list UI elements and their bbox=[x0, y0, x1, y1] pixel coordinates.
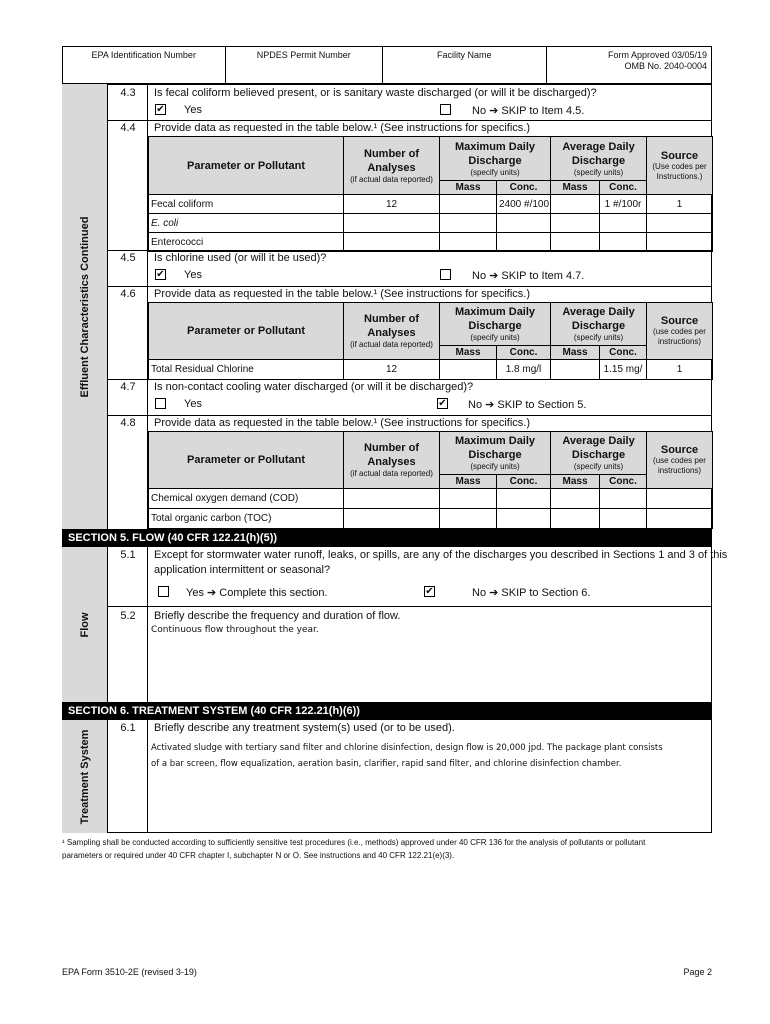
divider bbox=[108, 250, 712, 251]
source-cell[interactable]: 1 bbox=[647, 360, 713, 380]
label-4-7-yes: Yes bbox=[184, 398, 202, 410]
avg-conc-cell[interactable] bbox=[600, 214, 647, 233]
source-cell[interactable] bbox=[647, 489, 713, 509]
avg-daily-units: (specify units) bbox=[573, 333, 624, 342]
question-5-1-line1: Except for stormwater water runoff, leaks, or spills, are any of the discharges you described in Sections 1 and 3 of this bbox=[154, 549, 728, 561]
header-avg-conc: Conc. bbox=[600, 475, 647, 489]
checkbox-4-3-no[interactable] bbox=[440, 104, 451, 115]
table-4-8 bbox=[148, 431, 713, 529]
treatment-answer-line1[interactable]: Activated sludge with tertiary sand filter and chlorine disinfection, design flow is 20,000 jpd. The package plant consists bbox=[151, 743, 663, 753]
label-4-3-yes: Yes bbox=[184, 104, 202, 116]
avg-daily-title: Average Daily Discharge bbox=[562, 140, 635, 167]
form-number: EPA Form 3510-2E (revised 3-19) bbox=[62, 967, 197, 977]
side-flow bbox=[62, 547, 108, 702]
facility-field[interactable] bbox=[383, 47, 547, 83]
checkbox-4-7-yes[interactable] bbox=[155, 398, 166, 409]
param-cell: Total organic carbon (TOC) bbox=[149, 509, 344, 529]
header-num-analyses bbox=[344, 137, 440, 195]
header-avg-daily bbox=[551, 137, 647, 181]
max-conc-cell[interactable]: 1.8 mg/l bbox=[497, 360, 551, 380]
header-avg-conc: Conc. bbox=[600, 346, 647, 360]
header-parameter: Parameter or Pollutant bbox=[149, 303, 344, 360]
source-note: (Use codes per Instructions.) bbox=[652, 161, 707, 181]
header-avg-daily bbox=[551, 303, 647, 346]
avg-conc-cell[interactable] bbox=[600, 509, 647, 529]
avg-daily-title: Average Daily Discharge bbox=[562, 306, 635, 332]
header-avg-mass: Mass bbox=[551, 475, 600, 489]
header-max-conc: Conc. bbox=[497, 346, 551, 360]
side-label-flow: Flow bbox=[78, 611, 91, 638]
section-5-title: SECTION 5. FLOW (40 CFR 122.21(h)(5)) bbox=[62, 529, 712, 547]
avg-mass-cell[interactable] bbox=[551, 195, 600, 214]
form-approved-date: Form Approved 03/05/19 bbox=[607, 50, 708, 60]
label-4-5-yes: Yes bbox=[184, 269, 202, 281]
avg-mass-cell[interactable] bbox=[551, 233, 600, 252]
number-column bbox=[108, 84, 148, 529]
checkbox-4-3-yes[interactable]: ✔ bbox=[156, 104, 165, 115]
max-daily-title: Maximum Daily Discharge bbox=[454, 306, 536, 332]
facility-label: Facility Name bbox=[437, 50, 492, 60]
side-treatment bbox=[62, 720, 108, 833]
checkbox-4-5-no[interactable] bbox=[440, 269, 451, 280]
header-max-daily bbox=[440, 432, 551, 475]
checkbox-4-5-yes[interactable]: ✔ bbox=[156, 269, 165, 280]
footnote-line2: parameters or required under 40 CFR chapter I, subchapter N or O. See instructions and 40 CFR 122.21(e)(3). bbox=[62, 851, 455, 860]
label-5-1-no: No ➔ SKIP to Section 6. bbox=[472, 587, 591, 599]
omb-info bbox=[547, 47, 712, 83]
header-avg-mass: Mass bbox=[551, 181, 600, 195]
question-5-2: Briefly describe the frequency and duration of flow. bbox=[154, 610, 401, 622]
avg-mass-cell[interactable] bbox=[551, 509, 600, 529]
item-number: 5.2 bbox=[120, 610, 136, 622]
question-4-8: Provide data as requested in the table below.¹ (See instructions for specifics.) bbox=[154, 417, 531, 429]
item-number: 6.1 bbox=[120, 722, 136, 734]
divider bbox=[108, 286, 712, 287]
table-row bbox=[149, 489, 713, 509]
avg-daily-units: (specify units) bbox=[573, 167, 624, 177]
max-daily-units: (specify units) bbox=[470, 333, 520, 342]
num-analyses-note: (if actual data reported) bbox=[350, 469, 433, 478]
table-row bbox=[149, 195, 713, 214]
num-analyses-note: (if actual data reported) bbox=[350, 174, 433, 184]
number-column-treatment bbox=[108, 720, 148, 833]
param-cell: Chemical oxygen demand (COD) bbox=[149, 489, 344, 509]
max-mass-cell[interactable] bbox=[440, 195, 497, 214]
omb-number: OMB No. 2040-0004 bbox=[624, 61, 708, 71]
divider bbox=[108, 415, 712, 416]
question-4-4: Provide data as requested in the table below.¹ (See instructions for specifics.) bbox=[154, 122, 531, 134]
num-analyses-title: Number of Analyses bbox=[364, 147, 419, 174]
num-analyses-title: Number of Analyses bbox=[364, 442, 419, 468]
question-4-3: Is fecal coliform believed present, or is sanitary waste discharged (or will it be discharged)? bbox=[154, 87, 597, 99]
header-max-mass: Mass bbox=[440, 475, 497, 489]
label-5-1-yes: Yes ➔ Complete this section. bbox=[186, 587, 328, 599]
side-label-effluent: Effluent Characteristics Continued bbox=[78, 216, 91, 397]
number-column-flow bbox=[108, 547, 148, 702]
header-max-conc: Conc. bbox=[497, 181, 551, 195]
source-cell[interactable]: 1 bbox=[647, 195, 713, 214]
header-parameter: Parameter or Pollutant bbox=[149, 432, 344, 489]
npdes-field[interactable] bbox=[226, 47, 384, 83]
header-avg-mass: Mass bbox=[551, 346, 600, 360]
table-4-4 bbox=[148, 136, 713, 252]
question-4-7: Is non-contact cooling water discharged (or will it be discharged)? bbox=[154, 381, 474, 393]
treatment-answer-line2[interactable]: of a bar screen, flow equalization, aeration basin, clarifier, rapid sand filter, and chlorine disinfection chamber. bbox=[151, 759, 622, 769]
avg-mass-cell[interactable] bbox=[551, 360, 600, 380]
source-note: (use codes per instructions) bbox=[653, 456, 706, 475]
max-daily-title: Maximum Daily Discharge bbox=[454, 140, 536, 167]
source-title: Source bbox=[660, 149, 699, 162]
header-num-analyses bbox=[344, 432, 440, 489]
param-cell: Fecal coliform bbox=[149, 195, 344, 214]
analyses-cell[interactable]: 12 bbox=[344, 360, 440, 380]
header-num-analyses bbox=[344, 303, 440, 360]
item-number: 4.5 bbox=[120, 252, 136, 264]
analyses-cell[interactable] bbox=[344, 233, 440, 252]
table-4-6 bbox=[148, 302, 713, 380]
divider bbox=[108, 120, 712, 121]
max-mass-cell[interactable] bbox=[440, 489, 497, 509]
max-mass-cell[interactable] bbox=[440, 233, 497, 252]
max-mass-cell[interactable] bbox=[440, 509, 497, 529]
item-number: 4.7 bbox=[120, 381, 136, 393]
source-cell[interactable] bbox=[647, 233, 713, 252]
item-number: 5.1 bbox=[120, 549, 136, 561]
page-number: Page 2 bbox=[683, 967, 712, 977]
source-cell[interactable] bbox=[647, 509, 713, 529]
question-5-1-line2: application intermittent or seasonal? bbox=[154, 564, 331, 576]
param-cell: Enterococci bbox=[149, 233, 344, 252]
source-cell[interactable] bbox=[647, 214, 713, 233]
max-mass-cell[interactable] bbox=[440, 360, 497, 380]
footnote-line1: ¹ Sampling shall be conducted according to sufficiently sensitive test procedures (i.e., methods) approved under 40 CFR 136 for the analysis of pollutants or pollutant bbox=[62, 838, 646, 847]
avg-conc-cell[interactable]: 1.15 mg/ bbox=[600, 360, 647, 380]
table-row bbox=[149, 233, 713, 252]
max-conc-cell[interactable]: 2400 #/100 bbox=[497, 195, 551, 214]
question-4-5: Is chlorine used (or will it be used)? bbox=[154, 252, 327, 264]
max-conc-cell[interactable] bbox=[497, 233, 551, 252]
label-4-5-no: No ➔ SKIP to Item 4.7. bbox=[472, 270, 585, 282]
max-conc-cell[interactable] bbox=[497, 509, 551, 529]
max-mass-cell[interactable] bbox=[440, 214, 497, 233]
epa-id-field[interactable] bbox=[63, 47, 226, 83]
avg-conc-cell[interactable] bbox=[600, 233, 647, 252]
max-conc-cell[interactable] bbox=[497, 214, 551, 233]
header-source bbox=[647, 137, 713, 195]
side-label-treatment: Treatment System bbox=[78, 729, 91, 824]
max-conc-cell[interactable] bbox=[497, 489, 551, 509]
avg-daily-units: (specify units) bbox=[573, 462, 624, 471]
analyses-cell[interactable] bbox=[344, 509, 440, 529]
max-daily-units: (specify units) bbox=[470, 167, 520, 177]
source-note: (use codes per instructions) bbox=[653, 327, 706, 346]
source-title: Source bbox=[660, 444, 699, 456]
avg-daily-title: Average Daily Discharge bbox=[562, 435, 635, 461]
avg-mass-cell[interactable] bbox=[551, 489, 600, 509]
table-row bbox=[149, 214, 713, 233]
avg-mass-cell[interactable] bbox=[551, 214, 600, 233]
header-avg-daily bbox=[551, 432, 647, 475]
section-6-title: SECTION 6. TREATMENT SYSTEM (40 CFR 122.21(h)(6)) bbox=[62, 702, 712, 720]
item-number: 4.8 bbox=[120, 417, 136, 429]
label-4-3-no: No ➔ SKIP to Item 4.5. bbox=[472, 105, 585, 117]
header-avg-conc: Conc. bbox=[600, 181, 647, 195]
param-cell: E. coli bbox=[149, 214, 344, 233]
item-number: 4.4 bbox=[120, 122, 136, 134]
header-source bbox=[647, 432, 713, 489]
table-row bbox=[149, 509, 713, 529]
header-parameter: Parameter or Pollutant bbox=[149, 137, 344, 195]
divider bbox=[108, 379, 712, 380]
header-max-daily bbox=[440, 137, 551, 181]
form-header bbox=[62, 46, 712, 84]
npdes-label: NPDES Permit Number bbox=[256, 50, 351, 60]
analyses-cell[interactable]: 12 bbox=[344, 195, 440, 214]
question-4-6: Provide data as requested in the table below.¹ (See instructions for specifics.) bbox=[154, 288, 531, 300]
footnote bbox=[62, 836, 712, 862]
analyses-cell[interactable] bbox=[344, 489, 440, 509]
header-max-daily bbox=[440, 303, 551, 346]
checkbox-5-1-no[interactable]: ✔ bbox=[425, 586, 434, 597]
header-max-mass: Mass bbox=[440, 181, 497, 195]
num-analyses-note: (if actual data reported) bbox=[350, 340, 433, 349]
max-daily-units: (specify units) bbox=[470, 462, 520, 471]
num-analyses-title: Number of Analyses bbox=[364, 313, 419, 339]
header-max-mass: Mass bbox=[440, 346, 497, 360]
item-number: 4.6 bbox=[120, 288, 136, 300]
side-effluent bbox=[62, 84, 108, 529]
header-max-conc: Conc. bbox=[497, 475, 551, 489]
flow-description-answer[interactable]: Continuous flow throughout the year. bbox=[151, 625, 319, 635]
checkbox-4-7-no[interactable]: ✔ bbox=[438, 398, 447, 409]
item-number: 4.3 bbox=[120, 87, 136, 99]
epa-id-label: EPA Identification Number bbox=[91, 50, 196, 60]
header-source bbox=[647, 303, 713, 360]
checkbox-5-1-yes[interactable] bbox=[158, 586, 169, 597]
max-daily-title: Maximum Daily Discharge bbox=[454, 435, 536, 461]
analyses-cell[interactable] bbox=[344, 214, 440, 233]
divider bbox=[108, 606, 712, 607]
param-cell: Total Residual Chlorine bbox=[149, 360, 344, 380]
table-row bbox=[149, 360, 713, 380]
source-title: Source bbox=[660, 315, 699, 327]
avg-conc-cell[interactable]: 1 #/100r bbox=[600, 195, 647, 214]
label-4-7-no: No ➔ SKIP to Section 5. bbox=[468, 399, 587, 411]
question-6-1: Briefly describe any treatment system(s) used (or to be used). bbox=[154, 722, 455, 734]
avg-conc-cell[interactable] bbox=[600, 489, 647, 509]
